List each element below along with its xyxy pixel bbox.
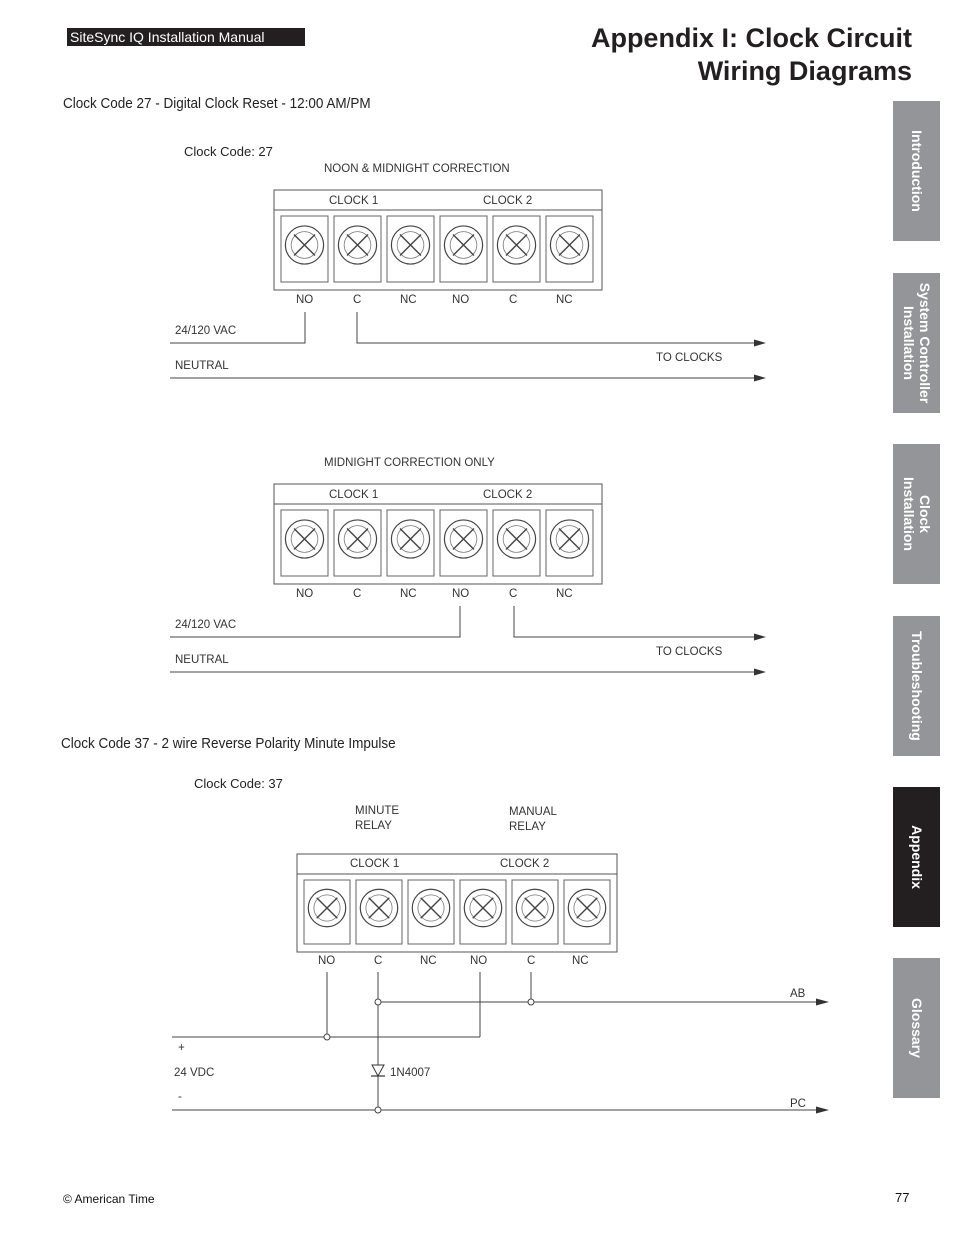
- clock1-label: CLOCK 1: [329, 489, 379, 501]
- tab-label: Appendix: [908, 825, 925, 889]
- terminal-label: C: [374, 955, 383, 967]
- supply-label: 24/120 VAC: [175, 619, 237, 631]
- terminal-block-header: [274, 484, 602, 504]
- terminal-screw: [564, 880, 610, 944]
- page-title: [452, 22, 912, 88]
- copyright-notice: © American Time: [63, 1192, 155, 1206]
- tab-glossary[interactable]: [893, 958, 940, 1098]
- pc-label: PC: [790, 1098, 806, 1110]
- diagram-noon-midnight-correction: [160, 150, 790, 400]
- terminal-screws: [304, 880, 610, 944]
- manual-name-banner: SiteSync IQ Installation Manual: [67, 28, 305, 46]
- terminal-label: NO: [296, 294, 314, 306]
- section-heading-code-37: Clock Code 37 - 2 wire Reverse Polarity Minute Impulse: [61, 735, 396, 752]
- tab-troubleshooting[interactable]: [893, 616, 940, 756]
- terminal-label: NO: [452, 294, 470, 306]
- terminal-screw: [460, 880, 506, 944]
- clock-code-27-label: Clock Code: 27: [184, 144, 273, 159]
- terminal-screws: [281, 510, 593, 576]
- terminal-label: NO: [470, 955, 488, 967]
- page-title-line2: Wiring Diagrams: [697, 56, 912, 86]
- terminal-screw: [493, 216, 540, 282]
- supply-label: 24 VDC: [174, 1067, 215, 1079]
- diagram-midnight-correction-only: [160, 444, 790, 694]
- terminal-block-header: [297, 854, 617, 874]
- junction-dot: [375, 1107, 381, 1113]
- terminal-screw: [281, 216, 328, 282]
- clock1-label: CLOCK 1: [350, 858, 400, 870]
- terminal-screws: [281, 216, 593, 282]
- terminal-label: C: [353, 294, 362, 306]
- diagram-reverse-polarity: [160, 796, 850, 1126]
- terminal-labels: [296, 588, 573, 600]
- terminal-label: C: [353, 588, 362, 600]
- terminal-label: NC: [556, 294, 573, 306]
- tab-system-controller-installation[interactable]: [893, 273, 940, 413]
- terminal-screw: [304, 880, 350, 944]
- tab-label: System Controller Installation: [900, 282, 933, 404]
- common-wire: [357, 312, 760, 343]
- minus-label: -: [178, 1091, 182, 1103]
- page-title-line1: Appendix I: Clock Circuit: [590, 23, 912, 53]
- junction-dot: [528, 999, 534, 1005]
- arrowhead: [754, 634, 766, 641]
- terminal-label: C: [509, 294, 518, 306]
- terminal-screw: [387, 510, 434, 576]
- terminal-screw: [493, 510, 540, 576]
- diode-icon: [372, 1065, 384, 1076]
- clock2-label: CLOCK 2: [483, 195, 533, 207]
- terminal-block-header: [274, 190, 602, 210]
- page-number: 77: [895, 1190, 910, 1205]
- neutral-label: NEUTRAL: [175, 654, 229, 666]
- supply-label: 24/120 VAC: [175, 325, 237, 337]
- arrowhead: [754, 669, 766, 676]
- terminal-screw: [281, 510, 328, 576]
- terminal-label: NC: [400, 294, 417, 306]
- to-clocks-label: TO CLOCKS: [656, 352, 723, 364]
- manual-relay-label: MANUAL: [509, 806, 557, 818]
- diode-label: 1N4007: [390, 1067, 431, 1079]
- junction-dot: [324, 1034, 330, 1040]
- terminal-label: NO: [318, 955, 336, 967]
- tab-label: Troubleshooting: [908, 631, 925, 741]
- terminal-screw: [546, 216, 593, 282]
- clock2-label: CLOCK 2: [500, 858, 550, 870]
- ab-label: AB: [790, 988, 806, 1000]
- clock2-label: CLOCK 2: [483, 489, 533, 501]
- diagram-caption: NOON & MIDNIGHT CORRECTION: [324, 163, 510, 175]
- manual-relay-label: RELAY: [509, 821, 546, 833]
- terminal-screw: [440, 216, 487, 282]
- arrowhead: [754, 340, 766, 347]
- diagram-caption: MIDNIGHT CORRECTION ONLY: [324, 457, 495, 469]
- terminal-screw: [546, 510, 593, 576]
- arrowhead: [816, 1107, 829, 1114]
- terminal-screw: [334, 510, 381, 576]
- arrowhead: [816, 999, 829, 1006]
- tab-clock-installation[interactable]: [893, 444, 940, 584]
- plus-label: +: [178, 1042, 185, 1054]
- tab-appendix[interactable]: [893, 787, 940, 927]
- terminal-label: NO: [296, 588, 314, 600]
- minute-relay-label: MINUTE: [355, 805, 400, 817]
- neutral-label: NEUTRAL: [175, 360, 229, 372]
- terminal-label: NC: [420, 955, 437, 967]
- terminal-screw: [512, 880, 558, 944]
- terminal-label: NC: [400, 588, 417, 600]
- clock-code-37-label: Clock Code: 37: [194, 776, 283, 791]
- clock1-label: CLOCK 1: [329, 195, 379, 207]
- tab-label: Glossary: [908, 998, 925, 1058]
- terminal-labels: [318, 955, 589, 967]
- tab-label: Introduction: [908, 130, 925, 212]
- terminal-label: NO: [452, 588, 470, 600]
- terminal-screw: [356, 880, 402, 944]
- terminal-screw: [440, 510, 487, 576]
- terminal-label: NC: [556, 588, 573, 600]
- arrowhead: [754, 375, 766, 382]
- section-heading-code-27: Clock Code 27 - Digital Clock Reset - 12:00 AM/PM: [63, 95, 371, 112]
- common-wire: [514, 606, 760, 637]
- terminal-screw: [387, 216, 434, 282]
- tab-introduction[interactable]: [893, 101, 940, 241]
- terminal-label: C: [527, 955, 536, 967]
- to-clocks-label: TO CLOCKS: [656, 646, 723, 658]
- terminal-label: NC: [572, 955, 589, 967]
- minute-relay-label: RELAY: [355, 820, 392, 832]
- tab-label: Clock Installation: [900, 477, 933, 551]
- terminal-labels: [296, 294, 573, 306]
- terminal-label: C: [509, 588, 518, 600]
- terminal-screw: [334, 216, 381, 282]
- junction-dot: [375, 999, 381, 1005]
- terminal-screw: [408, 880, 454, 944]
